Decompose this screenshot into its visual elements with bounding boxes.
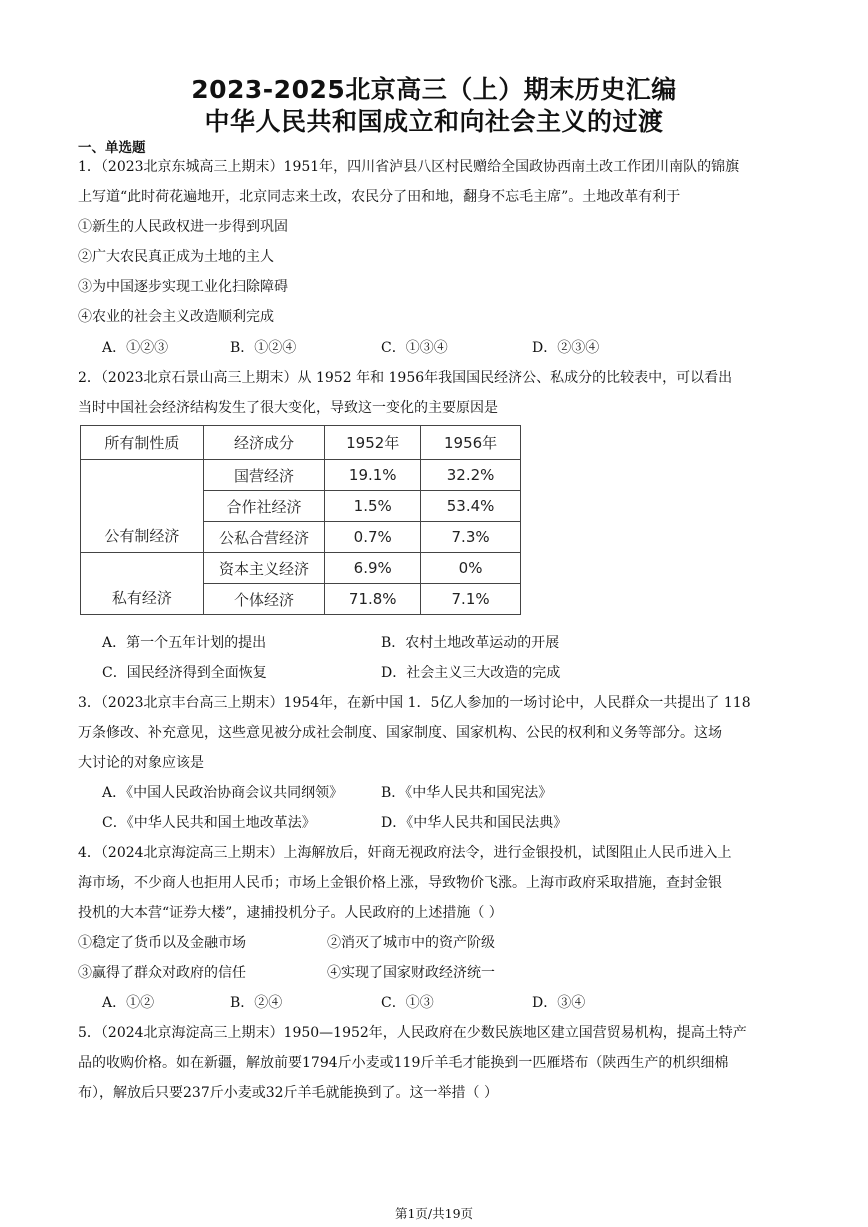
question-1-option-a[interactable]: A．①②③ <box>102 340 169 356</box>
table-cell: 0.7% <box>325 522 421 553</box>
table-cell: 合作社经济 <box>203 491 325 522</box>
document-subtitle: 中华人民共和国成立和向社会主义的过渡 <box>204 107 664 136</box>
question-1-option-b[interactable]: B．①②④ <box>230 340 297 356</box>
question-3-text: 3．（2023北京丰台高三上期末）1954年，在新中国 1．5亿人参加的一场讨论中，人民群众一共提出了 118 <box>78 695 751 711</box>
table-group-cell: 私有经济 <box>81 553 204 615</box>
table-group-cell: 公有制经济 <box>81 460 204 553</box>
question-1-item: ①新生的人民政权进一步得到巩固 <box>78 219 288 235</box>
question-5-text-cont: 布），解放后只要237斤小麦或32斤羊毛就能换到了。这一举措（ ） <box>78 1085 498 1101</box>
question-3-option-b[interactable]: B．《中华人民共和国宪法》 <box>381 785 553 801</box>
table-row <box>81 553 521 584</box>
table-cell: 32.2% <box>421 460 521 491</box>
question-1-item: ③为中国逐步实现工业化扫除障碍 <box>78 279 288 295</box>
table-cell: 71.8% <box>325 584 421 615</box>
question-1-item: ④农业的社会主义改造顺利完成 <box>78 309 274 325</box>
question-2-option-b[interactable]: B．农村土地改革运动的开展 <box>381 635 560 651</box>
table-cell: 0% <box>421 553 521 584</box>
question-4-item: ①稳定了货币以及金融市场 <box>78 935 246 951</box>
section-heading: 一、单选题 <box>78 140 146 156</box>
table-header-cell: 1952年 <box>325 426 421 460</box>
question-1-text: 1．（2023北京东城高三上期末）1951年，四川省泸县八区村民赠给全国政协西南土改工作团川南队的锦旗 <box>78 159 740 175</box>
page-number: 第1页/共19页 <box>394 1206 474 1221</box>
question-3-option-c[interactable]: C．《中华人民共和国土地改革法》 <box>102 815 316 831</box>
question-3-option-d[interactable]: D．《中华人民共和国民法典》 <box>381 815 568 831</box>
question-4-option-b[interactable]: B．②④ <box>230 995 283 1011</box>
economy-comparison-table <box>80 425 521 615</box>
table-cell: 6.9% <box>325 553 421 584</box>
table-header-cell: 所有制性质 <box>81 426 204 460</box>
table-cell: 国营经济 <box>203 460 325 491</box>
question-1-option-d[interactable]: D．②③④ <box>532 340 600 356</box>
table-cell: 资本主义经济 <box>203 553 325 584</box>
table-cell: 个体经济 <box>203 584 325 615</box>
table-cell: 7.1% <box>421 584 521 615</box>
table-cell: 1.5% <box>325 491 421 522</box>
table-row <box>81 460 521 491</box>
question-5-text: 5．（2024北京海淀高三上期末）1950—1952年，人民政府在少数民族地区建立国营贸易机构，提高土特产 <box>78 1025 747 1041</box>
table-cell: 53.4% <box>421 491 521 522</box>
question-1-item: ②广大农民真正成为土地的主人 <box>78 249 274 265</box>
question-4-text-cont: 投机的大本营“证券大楼”，逮捕投机分子。人民政府的上述措施（ ） <box>78 905 503 921</box>
question-2-option-d[interactable]: D．社会主义三大改造的完成 <box>381 665 561 681</box>
question-2-text-cont: 当时中国社会经济结构发生了很大变化，导致这一变化的主要原因是 <box>78 400 498 416</box>
table-header-cell: 1956年 <box>421 426 521 460</box>
question-4-text: 4．（2024北京海淀高三上期末）上海解放后，奸商无视政府法令，进行金银投机，试图阻止人民币进入上 <box>78 845 732 861</box>
document-title: 2023-2025北京高三（上）期末历史汇编 <box>191 75 677 104</box>
table-header-row <box>81 426 521 460</box>
table-header-cell: 经济成分 <box>203 426 325 460</box>
question-4-option-a[interactable]: A．①② <box>102 995 155 1011</box>
question-1-option-c[interactable]: C．①③④ <box>381 340 448 356</box>
table-cell: 19.1% <box>325 460 421 491</box>
question-1-text-cont: 上写道“此时荷花遍地开，北京同志来土改，农民分了田和地，翻身不忘毛主席”。土地改革有利于 <box>78 189 681 205</box>
question-4-option-d[interactable]: D．③④ <box>532 995 586 1011</box>
question-2-option-c[interactable]: C．国民经济得到全面恢复 <box>102 665 267 681</box>
question-4-text-cont: 海市场，不少商人也拒用人民币；市场上金银价格上涨，导致物价飞涨。上海市政府采取措施，查封金银 <box>78 875 722 891</box>
question-3-text-cont: 大讨论的对象应该是 <box>78 755 204 771</box>
question-4-option-c[interactable]: C．①③ <box>381 995 434 1011</box>
question-2-option-a[interactable]: A．第一个五年计划的提出 <box>102 635 267 651</box>
question-3-option-a[interactable]: A．《中国人民政治协商会议共同纲领》 <box>102 785 344 801</box>
question-4-item: ③赢得了群众对政府的信任 <box>78 965 246 981</box>
question-4-item: ②消灭了城市中的资产阶级 <box>327 935 495 951</box>
question-5-text-cont: 品的收购价格。如在新疆，解放前要1794斤小麦或119斤羊毛才能换到一匹雁塔布（陕西生产的机织细棉 <box>78 1055 729 1071</box>
question-4-item: ④实现了国家财政经济统一 <box>327 965 495 981</box>
table-cell: 公私合营经济 <box>203 522 325 553</box>
question-3-text-cont: 万条修改、补充意见，这些意见被分成社会制度、国家制度、国家机构、公民的权利和义务等部分。这场 <box>78 725 722 741</box>
question-2-text: 2．（2023北京石景山高三上期末）从 1952 年和 1956年我国国民经济公、私成分的比较表中，可以看出 <box>78 370 733 386</box>
table-cell: 7.3% <box>421 522 521 553</box>
